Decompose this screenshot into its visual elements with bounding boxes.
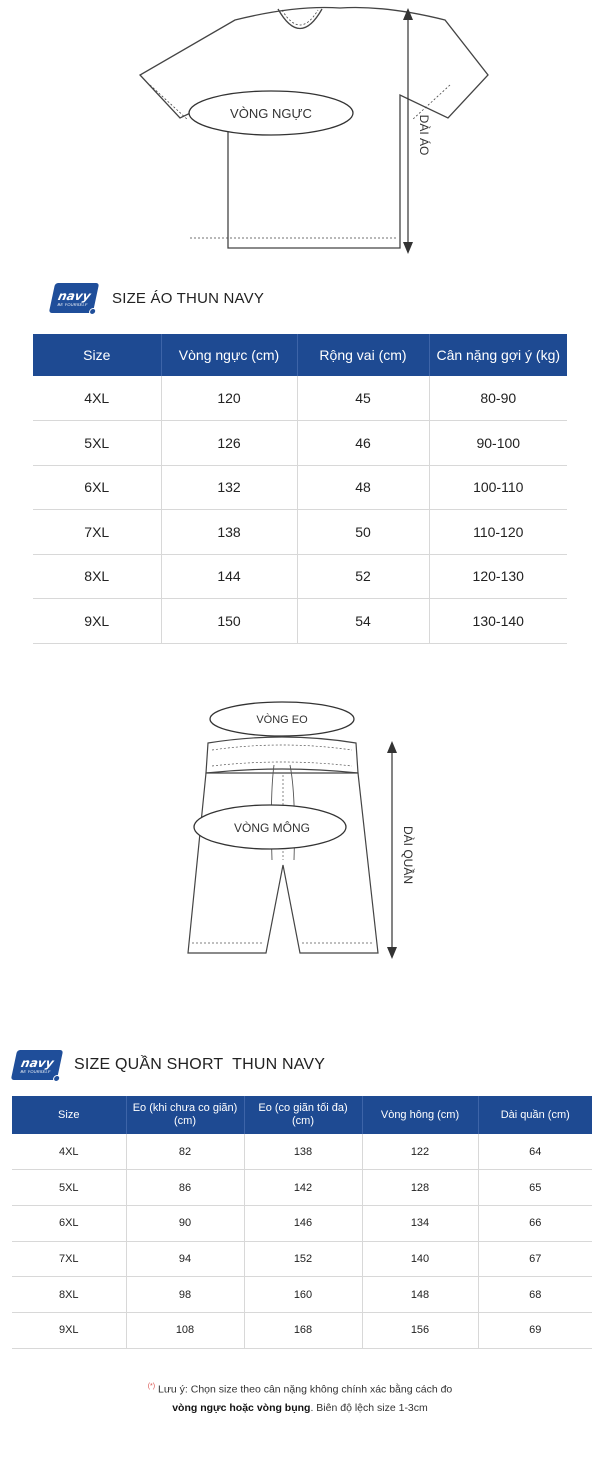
cell-waist-stretched: 152 bbox=[244, 1241, 362, 1277]
cell-shoulder: 46 bbox=[297, 421, 429, 466]
cell-waist-relaxed: 82 bbox=[126, 1134, 244, 1170]
note-text-2: . Biên độ lệch size 1-3cm bbox=[310, 1401, 428, 1414]
cell-shoulder: 45 bbox=[297, 376, 429, 421]
cell-hip: 140 bbox=[362, 1241, 478, 1277]
cell-waist-stretched: 168 bbox=[244, 1312, 362, 1348]
registered-icon bbox=[88, 308, 96, 315]
header-hip: Vòng hông (cm) bbox=[362, 1096, 478, 1134]
logo-tagline: BE YOURSELF bbox=[57, 301, 89, 307]
cell-size: 9XL bbox=[12, 1312, 126, 1348]
table-row bbox=[33, 599, 567, 644]
logo-tagline: BE YOURSELF bbox=[20, 1068, 52, 1074]
cell-weight: 120-130 bbox=[429, 554, 567, 599]
cell-weight: 130-140 bbox=[429, 599, 567, 644]
table-row bbox=[33, 376, 567, 421]
header-size: Size bbox=[12, 1096, 126, 1134]
cell-shoulder: 52 bbox=[297, 554, 429, 599]
header-length: Dài quần (cm) bbox=[478, 1096, 592, 1134]
cell-chest: 120 bbox=[161, 376, 297, 421]
tshirt-illustration bbox=[0, 0, 600, 260]
cell-waist-relaxed: 108 bbox=[126, 1312, 244, 1348]
shorts-diagram bbox=[0, 695, 600, 975]
waist-label: VÒNG EO bbox=[256, 714, 308, 726]
header-weight: Cân nặng gợi ý (kg) bbox=[429, 334, 567, 376]
cell-length: 65 bbox=[478, 1170, 592, 1206]
cell-hip: 128 bbox=[362, 1170, 478, 1206]
shirt-section-header bbox=[52, 283, 264, 313]
note-mark: (*) bbox=[147, 1383, 156, 1390]
header-waist-stretched: Eo (co giãn tối đa) (cm) bbox=[244, 1096, 362, 1134]
shorts-size-table bbox=[12, 1096, 592, 1349]
shirt-size-table bbox=[33, 334, 567, 644]
table-row bbox=[12, 1205, 592, 1241]
cell-length: 67 bbox=[478, 1241, 592, 1277]
table-row bbox=[33, 465, 567, 510]
cell-length: 69 bbox=[478, 1312, 592, 1348]
shorts-section-title: SIZE QUẦN SHORT THUN NAVY bbox=[74, 1056, 326, 1073]
cell-chest: 144 bbox=[161, 554, 297, 599]
cell-chest: 132 bbox=[161, 465, 297, 510]
note-text-1: Lưu ý: Chọn size theo cân nặng không chính xác bằng cách đo bbox=[158, 1383, 453, 1396]
logo-word: navy bbox=[56, 288, 93, 303]
cell-chest: 138 bbox=[161, 510, 297, 555]
cell-size: 5XL bbox=[33, 421, 161, 466]
navy-logo bbox=[11, 1050, 63, 1080]
cell-waist-stretched: 160 bbox=[244, 1277, 362, 1313]
note-bold: vòng ngực hoặc vòng bụng bbox=[172, 1401, 311, 1414]
cell-size: 4XL bbox=[33, 376, 161, 421]
cell-size: 4XL bbox=[12, 1134, 126, 1170]
cell-size: 6XL bbox=[33, 465, 161, 510]
cell-weight: 100-110 bbox=[429, 465, 567, 510]
cell-chest: 126 bbox=[161, 421, 297, 466]
table-row bbox=[12, 1277, 592, 1313]
table-row bbox=[33, 421, 567, 466]
cell-waist-relaxed: 98 bbox=[126, 1277, 244, 1313]
hip-label: VÒNG MÔNG bbox=[233, 821, 311, 835]
cell-weight: 80-90 bbox=[429, 376, 567, 421]
table-row bbox=[33, 554, 567, 599]
cell-hip: 156 bbox=[362, 1312, 478, 1348]
cell-hip: 122 bbox=[362, 1134, 478, 1170]
cell-size: 7XL bbox=[12, 1241, 126, 1277]
cell-length: 66 bbox=[478, 1205, 592, 1241]
table-row bbox=[12, 1134, 592, 1170]
table-header-row bbox=[12, 1096, 592, 1134]
cell-shoulder: 50 bbox=[297, 510, 429, 555]
cell-hip: 134 bbox=[362, 1205, 478, 1241]
cell-size: 6XL bbox=[12, 1205, 126, 1241]
cell-waist-stretched: 146 bbox=[244, 1205, 362, 1241]
cell-waist-relaxed: 86 bbox=[126, 1170, 244, 1206]
shorts-length-label: DÀI QUẦN bbox=[401, 825, 415, 885]
shirt-section-title: SIZE ÁO THUN NAVY bbox=[112, 289, 265, 307]
cell-shoulder: 48 bbox=[297, 465, 429, 510]
cell-size: 8XL bbox=[12, 1277, 126, 1313]
table-row bbox=[33, 510, 567, 555]
cell-size: 7XL bbox=[33, 510, 161, 555]
note-line-2 bbox=[0, 1399, 600, 1417]
cell-length: 68 bbox=[478, 1277, 592, 1313]
table-row bbox=[12, 1241, 592, 1277]
cell-weight: 90-100 bbox=[429, 421, 567, 466]
cell-size: 9XL bbox=[33, 599, 161, 644]
cell-hip: 148 bbox=[362, 1277, 478, 1313]
cell-waist-relaxed: 90 bbox=[126, 1205, 244, 1241]
cell-waist-stretched: 138 bbox=[244, 1134, 362, 1170]
cell-shoulder: 54 bbox=[297, 599, 429, 644]
cell-size: 5XL bbox=[12, 1170, 126, 1206]
header-chest: Vòng ngực (cm) bbox=[161, 334, 297, 376]
header-waist-relaxed: Eo (khi chưa co giãn) (cm) bbox=[126, 1096, 244, 1134]
shirt-diagram bbox=[0, 0, 600, 260]
logo-word: navy bbox=[19, 1055, 56, 1070]
cell-chest: 150 bbox=[161, 599, 297, 644]
cell-size: 8XL bbox=[33, 554, 161, 599]
header-shoulder: Rộng vai (cm) bbox=[297, 334, 429, 376]
chest-label: VÒNG NGỰC bbox=[230, 106, 312, 121]
table-row bbox=[12, 1312, 592, 1348]
table-header-row bbox=[33, 334, 567, 376]
table-row bbox=[12, 1170, 592, 1206]
shorts-section-header bbox=[14, 1050, 325, 1080]
cell-weight: 110-120 bbox=[429, 510, 567, 555]
cell-waist-relaxed: 94 bbox=[126, 1241, 244, 1277]
header-size: Size bbox=[33, 334, 161, 376]
navy-logo bbox=[49, 283, 99, 313]
shirt-length-label: DÀI ÁO bbox=[417, 114, 431, 156]
cell-waist-stretched: 142 bbox=[244, 1170, 362, 1206]
size-note bbox=[0, 1378, 600, 1417]
note-line-1 bbox=[0, 1378, 600, 1399]
cell-length: 64 bbox=[478, 1134, 592, 1170]
registered-icon bbox=[52, 1075, 60, 1082]
shorts-illustration bbox=[0, 695, 600, 975]
